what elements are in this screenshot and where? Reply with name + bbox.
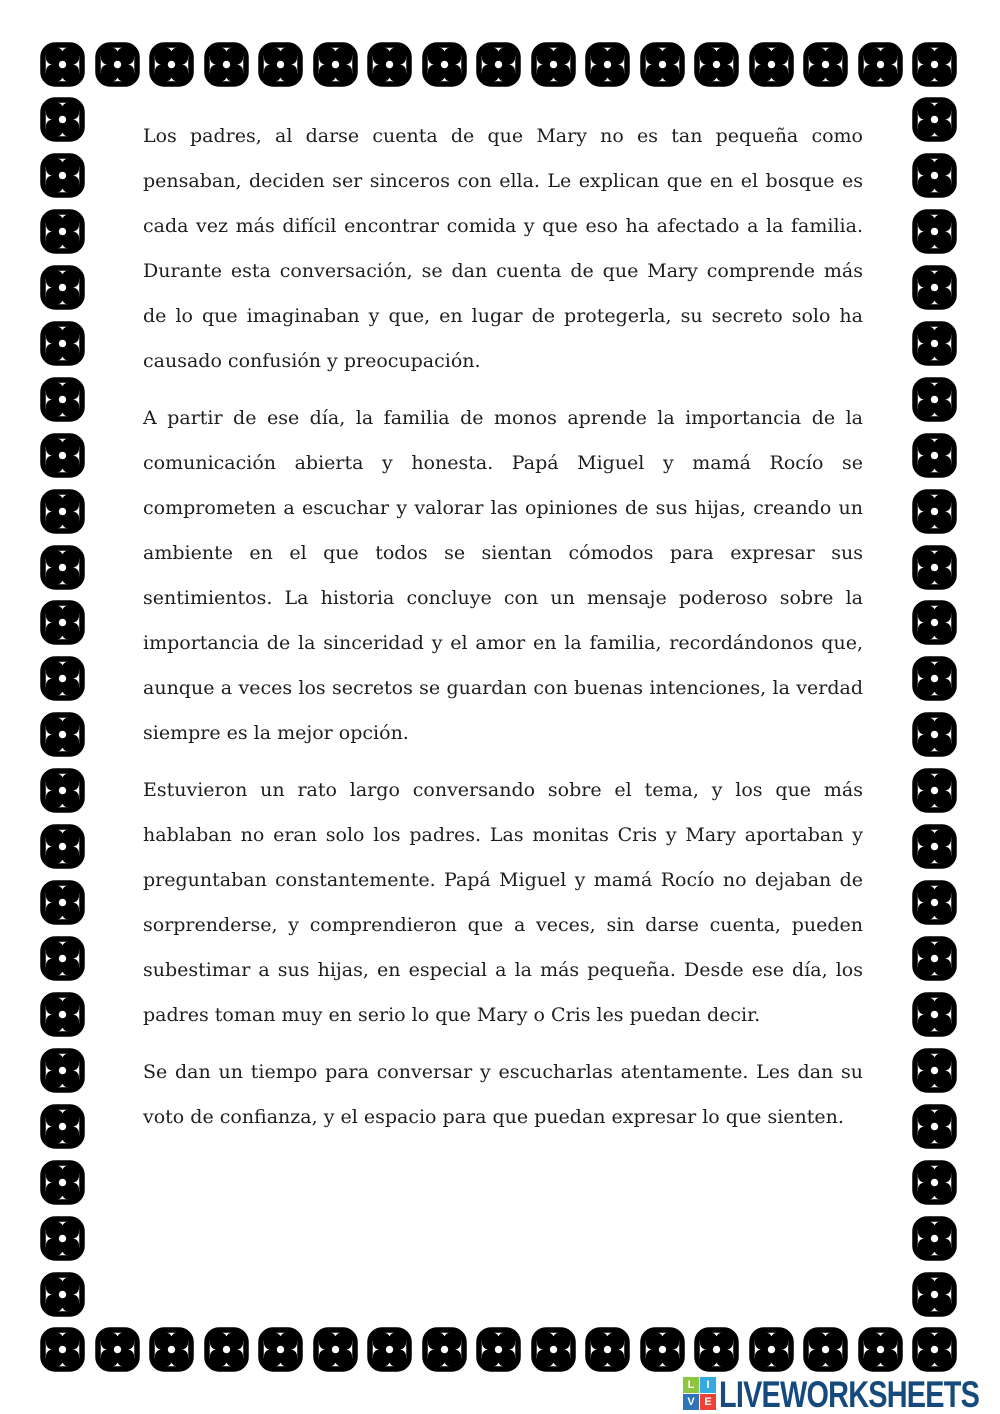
logo-grid-cell: I <box>700 1377 716 1393</box>
flower-ornament-icon <box>40 42 85 87</box>
flower-ornament-icon <box>912 1160 957 1205</box>
flower-ornament-icon <box>912 824 957 869</box>
flower-ornament-icon <box>912 936 957 981</box>
flower-ornament-icon <box>912 265 957 310</box>
flower-ornament-icon <box>40 1048 85 1093</box>
flower-ornament-icon <box>40 489 85 534</box>
flower-ornament-icon <box>476 1327 521 1372</box>
flower-ornament-icon <box>912 97 957 142</box>
flower-ornament-icon <box>531 42 576 87</box>
flower-ornament-icon <box>40 433 85 478</box>
flower-ornament-icon <box>912 377 957 422</box>
flower-ornament-icon <box>749 1327 794 1372</box>
flower-ornament-icon <box>40 600 85 645</box>
flower-ornament-icon <box>204 1327 249 1372</box>
flower-ornament-icon <box>912 1272 957 1317</box>
flower-ornament-icon <box>912 545 957 590</box>
flower-ornament-icon <box>912 153 957 198</box>
flower-ornament-icon <box>367 1327 412 1372</box>
flower-ornament-icon <box>313 1327 358 1372</box>
flower-ornament-icon <box>40 824 85 869</box>
ornament-border-right <box>912 97 957 1317</box>
flower-ornament-icon <box>803 42 848 87</box>
flower-ornament-icon <box>422 1327 467 1372</box>
flower-ornament-icon <box>694 1327 739 1372</box>
flower-ornament-icon <box>40 1160 85 1205</box>
flower-ornament-icon <box>912 600 957 645</box>
flower-ornament-icon <box>40 265 85 310</box>
flower-ornament-icon <box>40 712 85 757</box>
flower-ornament-icon <box>367 42 412 87</box>
liveworksheets-logo-text-wrap <box>719 1374 992 1414</box>
flower-ornament-icon <box>912 712 957 757</box>
flower-ornament-icon <box>912 209 957 254</box>
flower-ornament-icon <box>40 768 85 813</box>
ornament-border-top <box>40 42 957 87</box>
flower-ornament-icon <box>912 489 957 534</box>
flower-ornament-icon <box>95 1327 140 1372</box>
flower-ornament-icon <box>40 992 85 1037</box>
flower-ornament-icon <box>40 321 85 366</box>
ornament-border-left <box>40 97 85 1317</box>
flower-ornament-icon <box>803 1327 848 1372</box>
flower-ornament-icon <box>422 42 467 87</box>
flower-ornament-icon <box>912 1104 957 1149</box>
logo-grid-cell: V <box>683 1394 699 1410</box>
flower-ornament-icon <box>912 433 957 478</box>
flower-ornament-icon <box>40 936 85 981</box>
flower-ornament-icon <box>40 1216 85 1261</box>
flower-ornament-icon <box>749 42 794 87</box>
flower-ornament-icon <box>149 1327 194 1372</box>
flower-ornament-icon <box>912 880 957 925</box>
flower-ornament-icon <box>313 42 358 87</box>
flower-ornament-icon <box>585 42 630 87</box>
flower-ornament-icon <box>912 768 957 813</box>
flower-ornament-icon <box>258 42 303 87</box>
story-paragraph: A partir de ese día, la familia de monos aprende la importancia de la comunicación abierta y honesta. Papá Miguel y mamá Rocío se comprometen a escuchar y valorar las opiniones de sus hijas, creando un ambiente en el que todos se sientan cómodos para expresar sus sentimientos. La historia concluye con un mensaje poderoso sobre la importancia de la sinceridad y el amor en la familia, recordándonos que, aunque a veces los secretos se guardan con buenas intenciones, la verdad siempre es la mejor opción. <box>143 407 863 744</box>
logo-grid-cell: E <box>700 1394 716 1410</box>
flower-ornament-icon <box>40 209 85 254</box>
flower-ornament-icon <box>149 42 194 87</box>
flower-ornament-icon <box>694 42 739 87</box>
flower-ornament-icon <box>858 42 903 87</box>
flower-ornament-icon <box>40 97 85 142</box>
flower-ornament-icon <box>40 656 85 701</box>
flower-ornament-icon <box>40 153 85 198</box>
flower-ornament-icon <box>40 880 85 925</box>
logo-grid-cell: L <box>683 1377 699 1393</box>
flower-ornament-icon <box>204 42 249 87</box>
story-paragraph: Estuvieron un rato largo conversando sobre el tema, y los que más hablaban no eran solo los padres. Las monitas Cris y Mary aportaban y preguntaban constantemente. Papá Miguel y mamá Rocío no dejaban de sorprenderse, y comprendieron que a veces, sin darse cuenta, pueden subestimar a sus hijas, en especial a la más pequeña. Desde ese día, los padres toman muy en serio lo que Mary o Cris les puedan decir. <box>143 779 863 1026</box>
liveworksheets-logo-text: LIVEWORKSHEETS <box>719 1374 980 1414</box>
flower-ornament-icon <box>40 545 85 590</box>
flower-ornament-icon <box>912 1327 957 1372</box>
flower-ornament-icon <box>40 1104 85 1149</box>
story-text <box>143 114 863 1152</box>
story-paragraph: Los padres, al darse cuenta de que Mary no es tan pequeña como pensaban, deciden ser sinceros con ella. Le explican que en el bosque es cada vez más difícil encontrar comida y que eso ha afectado a la familia. Durante esta conversación, se dan cuenta de que Mary comprende más de lo que imaginaban y que, en lugar de protegerla, su secreto solo ha causado confusión y preocupación. <box>143 125 863 372</box>
flower-ornament-icon <box>585 1327 630 1372</box>
flower-ornament-icon <box>640 1327 685 1372</box>
flower-ornament-icon <box>912 42 957 87</box>
flower-ornament-icon <box>640 42 685 87</box>
ornament-border-bottom <box>40 1327 957 1372</box>
flower-ornament-icon <box>40 377 85 422</box>
flower-ornament-icon <box>95 42 140 87</box>
flower-ornament-icon <box>40 1272 85 1317</box>
flower-ornament-icon <box>258 1327 303 1372</box>
liveworksheets-logo[interactable] <box>683 1374 992 1414</box>
flower-ornament-icon <box>531 1327 576 1372</box>
flower-ornament-icon <box>912 321 957 366</box>
story-paragraph: Se dan un tiempo para conversar y escucharlas atentamente. Les dan su voto de confianza, y el espacio para que puedan expresar lo que sienten. <box>143 1061 863 1128</box>
flower-ornament-icon <box>912 1048 957 1093</box>
flower-ornament-icon <box>912 1216 957 1261</box>
flower-ornament-icon <box>476 42 521 87</box>
flower-ornament-icon <box>40 1327 85 1372</box>
liveworksheets-logo-icon <box>683 1377 716 1410</box>
flower-ornament-icon <box>858 1327 903 1372</box>
flower-ornament-icon <box>912 992 957 1037</box>
flower-ornament-icon <box>912 656 957 701</box>
